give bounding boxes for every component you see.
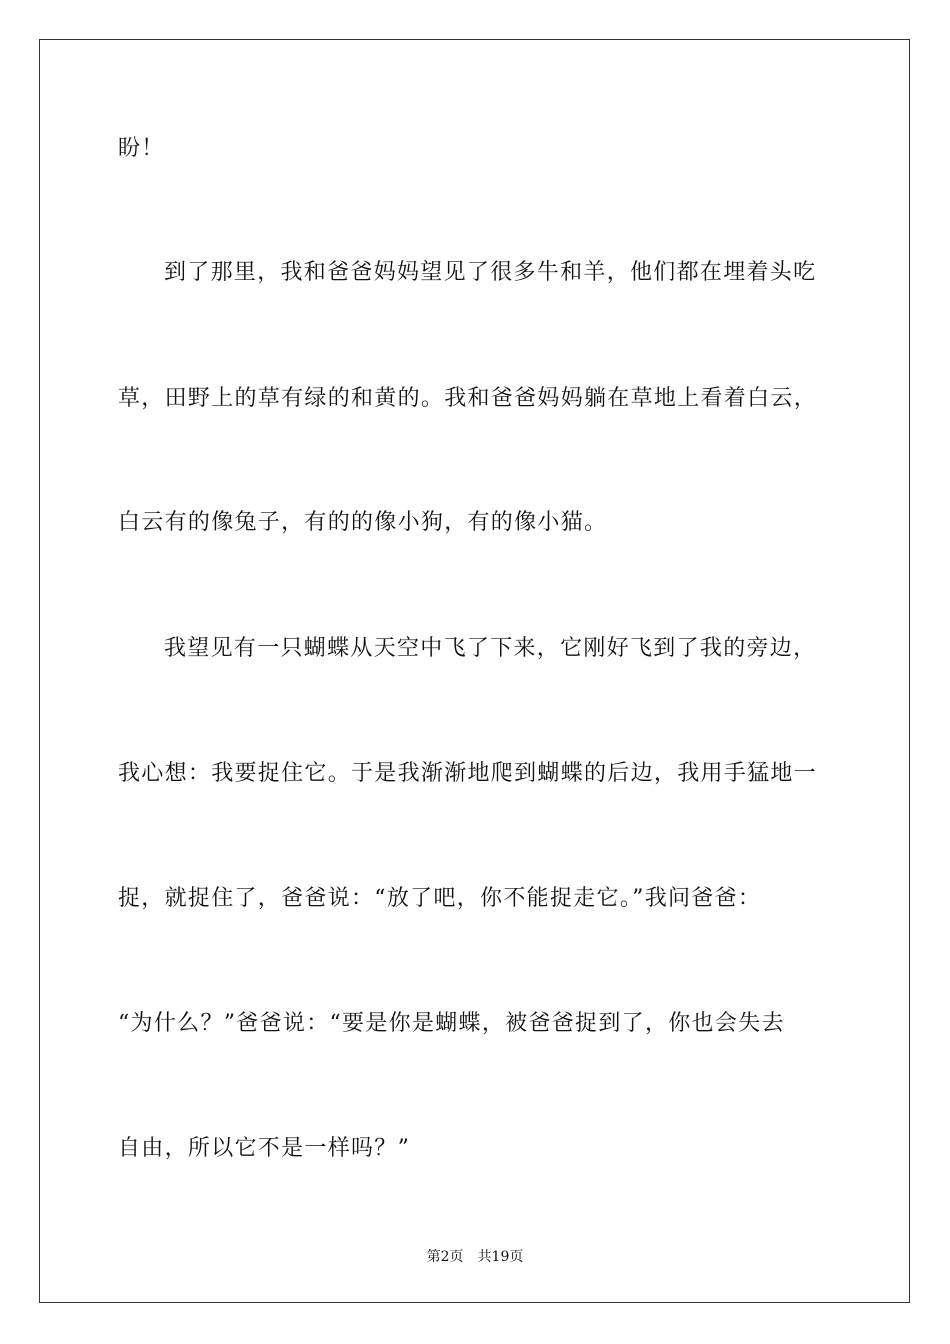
paragraph-start-line: 到了那里，我和爸爸妈妈望见了很多牛和羊，他们都在埋着头吃 — [164, 260, 817, 285]
page-total: 共19页 — [477, 1249, 524, 1265]
text-line: “为什么？”爸爸说：“要是你是蝴蝶，被爸爸捉到了，你也会失去 — [118, 1011, 785, 1036]
text-line: 草，田野上的草有绿的和黄的。我和爸爸妈妈躺在草地上看着白云， — [118, 386, 818, 411]
page-footer — [0, 1247, 950, 1267]
text-line: 我心想：我要捉住它。于是我渐渐地爬到蝴蝶的后边，我用手猛地一 — [118, 761, 818, 786]
text-line: 自由，所以它不是一样吗？” — [118, 1136, 411, 1161]
text-line: 白云有的像兔子，有的的像小狗，有的像小猫。 — [118, 510, 608, 535]
text-line: 捉，就捉住了，爸爸说：“放了吧，你不能捉走它。”我问爸爸： — [118, 886, 762, 911]
page-number: 第2页 — [426, 1249, 464, 1265]
text-line: 盼！ — [118, 136, 165, 161]
page-border — [39, 39, 910, 1303]
paragraph-start-line: 我望见有一只蝴蝶从天空中飞了下来，它刚好飞到了我的旁边， — [164, 636, 817, 661]
